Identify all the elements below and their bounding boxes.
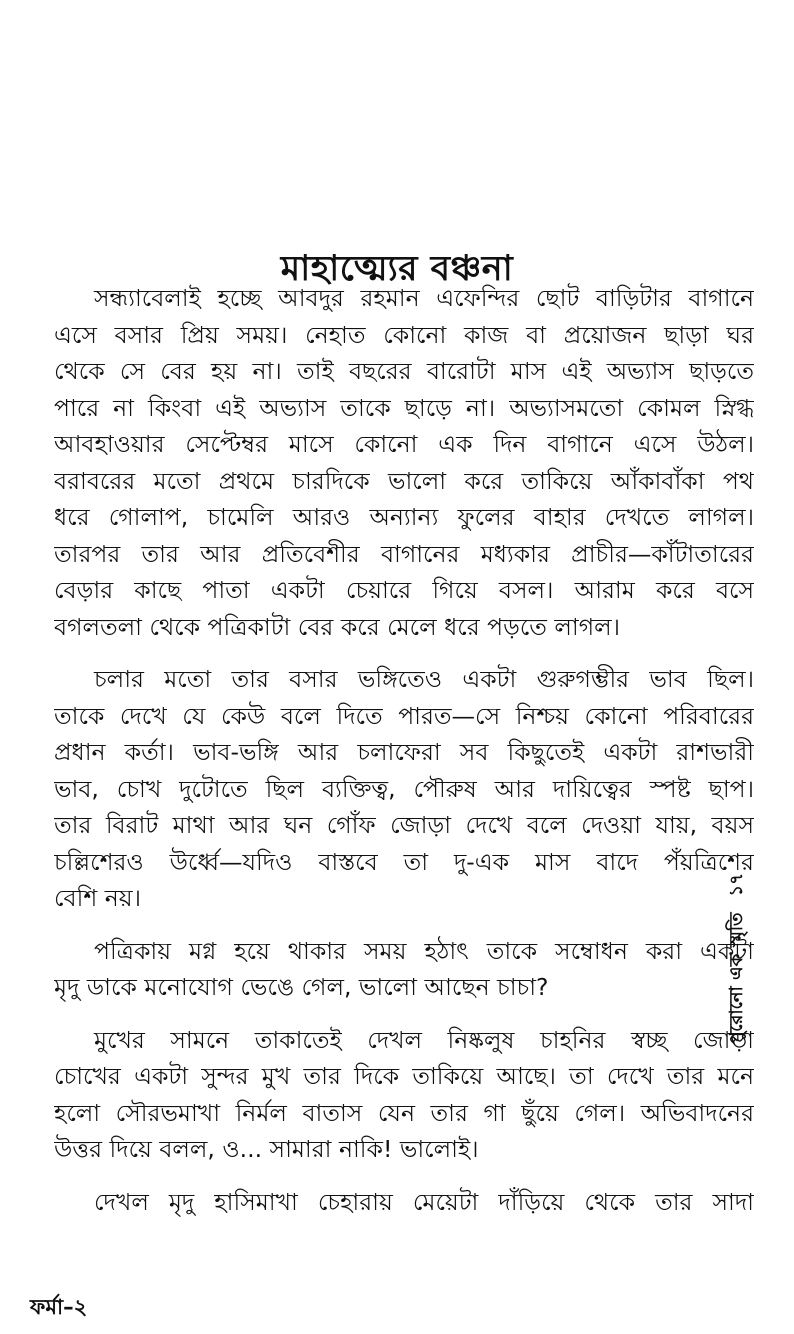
text-line: পত্রিকায় মগ্ন হয়ে থাকার সময় হঠাৎ তাকে সম্বোধন করা একটা: [94, 936, 754, 965]
text-line: বেড়ার কাছে পাতা একটা চেয়ারে গিয়ে বসল। আরাম করে বসে: [54, 576, 754, 604]
text-line: মৃদু ডাকে মনোযোগ ভেঙে গেল, ভালো আছেন চাচা?: [54, 973, 549, 1001]
text-line: বরাবরের মতো প্রথমে চারদিকে ভালো করে তাকিয়ে আঁকাবাঁকা পথ: [54, 466, 754, 495]
text-line: পারে না কিংবা এই অভ্যাস তাকে ছাড়ে না। অভ্যাসমতো কোমল স্নিগ্ধ: [54, 393, 754, 422]
text-line: প্রধান কর্তা। ভাব-ভঙ্গি আর চলাফেরা সব কিছুতেই একটা রাশভারী: [54, 738, 754, 766]
paragraph: [54, 280, 754, 645]
paragraph: [54, 1184, 754, 1221]
text-line: আবহাওয়ার সেপ্টেম্বর মাসে কোনো এক দিন বাগানে এসে উঠল।: [54, 430, 754, 458]
text-line: চোখের একটা সুন্দর মুখ তার দিকে তাকিয়ে আছে। তা দেখে তার মনে: [54, 1062, 754, 1090]
text-line: সন্ধ্যাবেলাই হচ্ছে আবদুর রহমান এফেন্দির ছোট বাড়িটার বাগানে: [94, 284, 754, 312]
body-text: [54, 280, 754, 1220]
text-line: তার বিরাট মাথা আর ঘন গোঁফ জোড়া দেখে বলে দেওয়া যায়, বয়স: [54, 811, 754, 839]
text-line: ধরে গোলাপ, চামেলি আরও অন্যান্য ফুলের বাহার দেখতে লাগল।: [54, 503, 754, 531]
paragraph: [54, 1022, 754, 1168]
text-line: দেখল মৃদু হাসিমাখা চেহারায় মেয়েটা দাঁড়িয়ে থেকে তার সাদা: [94, 1187, 754, 1216]
text-line: বেশি নয়।: [54, 884, 141, 912]
text-line: থেকে সে বের হয় না। তাই বছরের বারোটা মাস এই অভ্যাস ছাড়তে: [54, 357, 754, 385]
paragraph: [54, 933, 754, 1006]
text-line: বগলতলা থেকে পত্রিকাটা বের করে মেলে ধরে পড়তে লাগল।: [54, 612, 621, 641]
page-number: ১৭: [725, 873, 747, 897]
text-line: হলো সৌরভমাখা নির্মল বাতাস যেন তার গা ছুঁয়ে গেল। অভিবাদনের: [54, 1098, 754, 1127]
text-line: এসে বসার প্রিয় সময়। নেহাত কোনো কাজ বা প্রয়োজন ছাড়া ঘর: [54, 320, 754, 349]
forma-signature: ফর্মা–২: [30, 1295, 88, 1319]
text-line: চলার মতো তার বসার ভঙ্গিতেও একটা গুরুগম্ভীর ভাব ছিল।: [94, 665, 754, 693]
paragraph: [54, 661, 754, 917]
text-line: ভাব, চোখ দুটোতে ছিল ব্যক্তিত্ব, পৌরুষ আর দায়িত্বের স্পষ্ট ছাপ।: [54, 774, 754, 803]
text-line: তাকে দেখে যে কেউ বলে দিতে পারত—সে নিশ্চয় কোনো পরিবারের: [54, 701, 754, 730]
text-line: উত্তর দিয়ে বলল, ও... সামারা নাকি! ভালোই।: [54, 1135, 479, 1163]
chapter-title: মাহাত্ম্যের বঞ্চনা: [280, 249, 514, 290]
text-line: চল্লিশেরও উর্ধ্বে—যদিও বাস্তবে তা দু-এক মাস বাদে পঁয়ত্রিশের: [54, 847, 754, 876]
text-line: তারপর তার আর প্রতিবেশীর বাগানের মধ্যকার প্রাচীর—কাঁটাতারের: [54, 539, 754, 568]
running-header: [720, 873, 754, 1044]
text-line: মুখের সামনে তাকাতেই দেখল নিষ্কলুষ চাহনির স্বচ্ছ জোড়া: [94, 1025, 754, 1054]
book-title: পুরোনো এক স্মৃতি: [725, 912, 747, 1044]
